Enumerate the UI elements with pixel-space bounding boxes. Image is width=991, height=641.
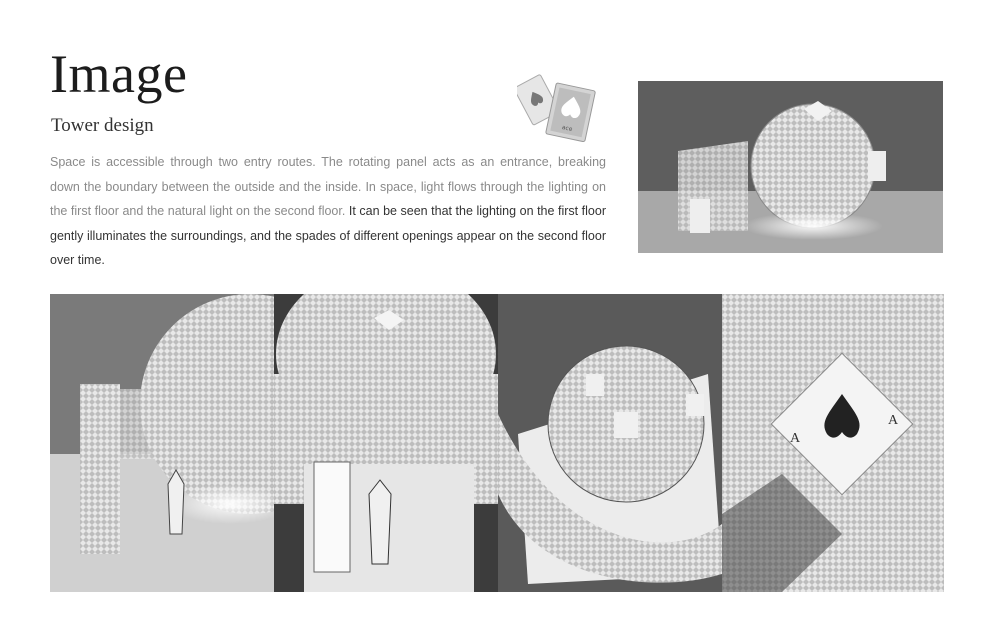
page-subtitle: Tower design bbox=[51, 115, 154, 136]
description-dark: It can be seen that the lighting on the first floor gently illuminates the surroundings, and the spades of different openings appear on the second floor over time. bbox=[50, 204, 606, 267]
playing-cards-icon bbox=[517, 72, 597, 142]
aerial-view-photo bbox=[498, 294, 722, 592]
description-light: Space is accessible through two entry routes. The rotating panel acts as an entrance, breaking down the boundary between the outside and the inside. In space, light flows through the lighting on the first floor and the natural light on the second floor. bbox=[50, 155, 606, 218]
description-text bbox=[50, 150, 606, 273]
entrance-figures-photo bbox=[274, 294, 498, 592]
svg-text:ace: ace bbox=[561, 123, 574, 134]
interior-entrance-photo bbox=[50, 294, 274, 592]
ace-of-spades-detail-photo bbox=[722, 294, 944, 592]
page-title: Image bbox=[50, 44, 188, 104]
tower-overview-photo bbox=[638, 81, 943, 253]
svg-text:A: A bbox=[790, 431, 801, 446]
svg-text:A: A bbox=[888, 413, 899, 428]
